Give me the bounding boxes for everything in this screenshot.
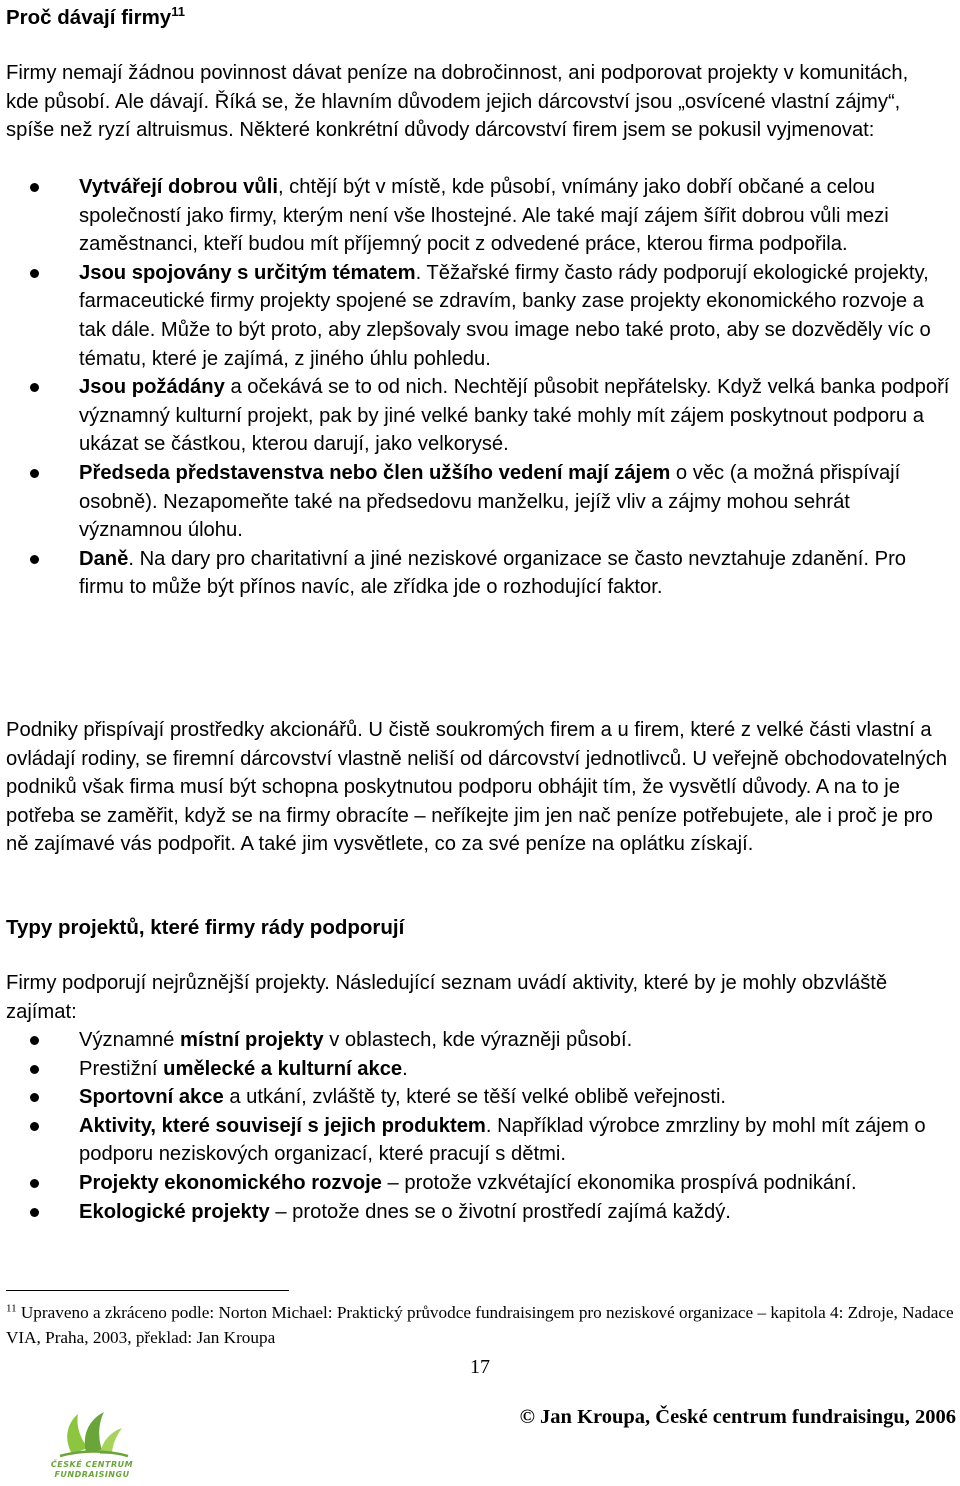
item-text: – protože vzkvétající ekonomika prospívá podnikání. — [381, 1171, 857, 1194]
footnote-separator — [6, 1290, 289, 1291]
list-item — [0, 1112, 955, 1169]
item-text: o věc (a možná přispívají osobně). Nezapomeňte také na předsedovu manželku, jejíž vliv a zájmy mohou sehrát významnou úlohu. — [79, 461, 901, 542]
item-bold: Aktivity, které souvisejí s jejich produktem — [79, 1114, 486, 1137]
item-prefix: Významné — [79, 1029, 180, 1051]
intro-paragraph: Firmy nemají žádnou povinnost dávat peníze na dobročinnost, ani podporovat projekty v komunitách, kde působí. Ale dávají. Říká se, že hlavním důvodem jejich dárcovství jsou „osvícené vlastní zájmy“, spíše než ryzí altruismus. Některé konkrétní důvody dárcovství firem jsem se pokusil vyjmenovat: — [6, 62, 909, 142]
reasons-list — [0, 173, 955, 602]
item-text: . Na dary pro charitativní a jiné neziskové organizace se často nevztahuje zdanění. Pro firmu to může být přínos navíc, ale zřídka jde o rozhodující faktor. — [79, 547, 907, 599]
item-bold-prefix: Jsou — [79, 376, 132, 399]
bullet-icon — [30, 1179, 39, 1188]
item-prefix: Prestižní — [79, 1057, 164, 1080]
item-bold: místní projekty — [180, 1029, 324, 1051]
footnote-text: Upraveno a zkráceno podle: Norton Michael: Praktický průvodce fundraisingem pro neziskové organizace – kapitola 4: Zdroje, Nadace VIA, Praha, 2003, překlad: Jan Kroupa — [6, 1303, 954, 1347]
heading-text: Proč dávají firmy — [6, 6, 172, 29]
item-text: , chtějí být v místě, kde působí, vnímány jako dobří občané a celou společností jako firmy, kterým není vše lhostejné. Ale také mají zájem šířit dobrou vůli mezi zaměstnanci, kteří budou mít příjemný pocit z odvedené práce, kterou firma podpořila. — [79, 176, 889, 256]
list-item — [0, 259, 955, 373]
bullet-icon — [30, 1036, 39, 1045]
section-heading-project-types: Typy projektů, které firmy rády podporují — [6, 916, 405, 939]
item-bold: požádány — [131, 376, 225, 399]
item-bold: Jsou spojovány s určitým tématem — [79, 261, 416, 284]
item-text: . Těžařské firmy často rády podporují ekologické projekty, farmaceutické firmy projekty spojené se zdravím, banky zase projekty ekonomického rozvoje a tak dále. Může to být proto, aby zlepšovaly svou image nebo také proto, aby se dozvěděly víc o tématu, které je zajímá, z jiného úhlu pohledu. — [79, 261, 931, 370]
item-bold: Sportovní akce — [79, 1086, 224, 1109]
item-bold: Vytvářejí dobrou vůli — [79, 176, 278, 198]
logo-text-line1: ČESKÉ CENTRUM — [50, 1460, 134, 1469]
footnote — [6, 1300, 956, 1350]
logo-mark-icon — [42, 1404, 142, 1460]
bullet-icon — [30, 269, 39, 278]
page-number: 17 — [470, 1356, 490, 1378]
bullet-icon — [30, 383, 39, 392]
section-heading-why-companies-give — [6, 6, 185, 30]
item-bold: umělecké a kulturní akce — [163, 1057, 403, 1080]
copyright-notice: © Jan Kroupa, České centrum fundraisingu, 2006 — [519, 1406, 956, 1428]
item-text: v oblastech, kde výrazněji působí. — [323, 1029, 633, 1051]
list-item — [0, 1026, 955, 1055]
bullet-icon — [30, 1093, 39, 1102]
shareholders-paragraph: Podniky přispívají prostředky akcionářů. U čistě soukromých firem a u firem, které z velké části vlastní a ovládají rodiny, se firemní dárcovství vlastně neliší od dárcovství jednotlivců. U veřejně obchodovatelných podniků však firma musí být schopna poskytnutou podporu obhájit tím, že vysvětlí důvody. A na to je potřeba se zaměřit, když se na firmy obracíte – neříkejte jim jen nač peníze potřebujete, ale i proč je pro ně zajímavé vás podpořit. A také jim vysvětlete, co za své peníze na oplátku získají. — [6, 719, 948, 856]
item-bold: Ekologické projekty — [79, 1200, 270, 1223]
list-item — [0, 1198, 955, 1227]
bullet-icon — [30, 1208, 39, 1217]
list-item — [0, 1055, 955, 1084]
list-item — [0, 1083, 955, 1112]
bullet-icon — [30, 183, 39, 192]
item-text: – protože dnes se o životní prostředí zajímá každý. — [269, 1200, 731, 1223]
item-bold: Projekty ekonomického rozvoje — [79, 1171, 382, 1194]
list-item — [0, 1169, 955, 1198]
logo-text-line2: FUNDRAISINGU — [54, 1470, 130, 1479]
item-bold: Předseda představenstva nebo člen užšího vedení mají zájem — [79, 461, 671, 484]
item-text: . — [402, 1057, 408, 1080]
footnote-number: 11 — [6, 1302, 17, 1315]
bullet-icon — [30, 469, 39, 478]
list-item — [0, 459, 955, 545]
list-item — [0, 545, 955, 602]
types-intro-paragraph: Firmy podporují nejrůznější projekty. Následující seznam uvádí aktivity, které by je mohly obzvláště zajímat: — [6, 972, 888, 1023]
project-types-list — [0, 1026, 955, 1226]
item-bold: Daně — [79, 547, 129, 570]
bullet-icon — [30, 1122, 39, 1131]
list-item — [0, 373, 955, 459]
bullet-icon — [30, 555, 39, 564]
item-text: . Například výrobce zmrzliny by mohl mít zájem o podporu neziskových organizací, které pracují s dětmi. — [79, 1114, 926, 1166]
item-text: a utkání, zvláště ty, které se těší velké oblibě veřejnosti. — [223, 1086, 727, 1109]
list-item — [0, 173, 955, 259]
bullet-icon — [30, 1065, 39, 1074]
fundraising-logo-icon — [42, 1404, 142, 1482]
footnote-reference: 11 — [171, 4, 185, 20]
item-text: a očekává se to od nich. Nechtějí působit nepřátelsky. Když velká banka podpoří významný kulturní projekt, pak by jiné velké banky také mohly mít zájem poskytnout podporu a ukázat se částkou, kterou darují, jako velkorysé. — [79, 376, 950, 456]
